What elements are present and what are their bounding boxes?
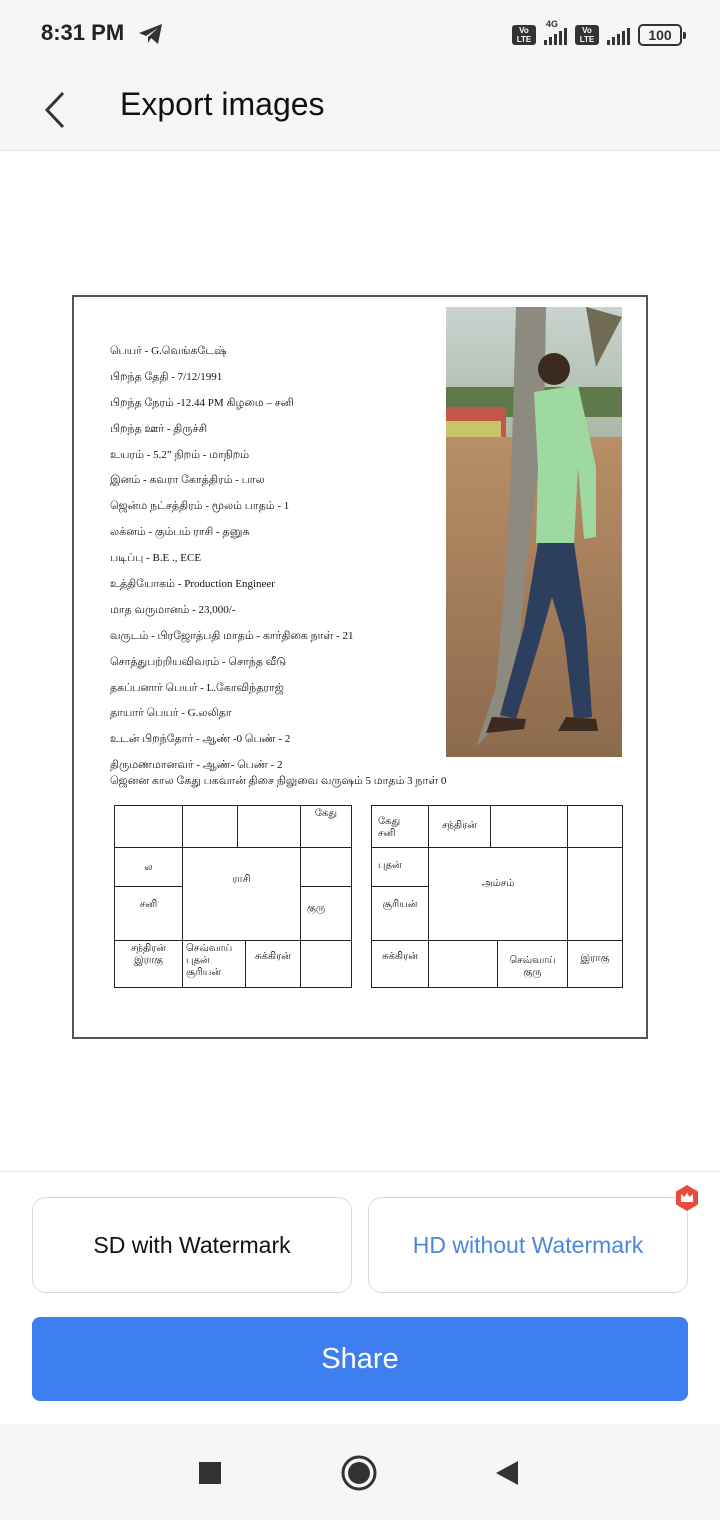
rasi-cell: சுக்கிரன் [245,940,301,988]
rasi-cell [114,805,183,848]
rasi-cell [237,805,301,848]
status-bar [0,0,720,70]
system-nav-bar [0,1424,720,1520]
circle-home-icon [340,1454,378,1492]
status-icons [512,20,682,50]
rasi-cell: கேது [300,805,352,848]
amsam-cell: செவ்வாய் குரு [497,940,568,988]
amsam-center: அம்சம் [428,847,568,941]
home-button[interactable] [334,1448,384,1498]
signal-icon-2 [607,25,630,45]
rasi-cell [300,847,352,887]
square-icon [198,1461,222,1485]
biodata-line: பெயர் - G.வெங்கடேஷ் [110,345,227,357]
biodata-line: உடன் பிறந்தோர் - ஆண் -0 பெண் - 2 [110,733,291,746]
volte-icon-2: Vo LTE [575,25,599,45]
amsam-cell: இராகு [567,940,623,988]
biodata-line: உயரம் - 5.2” நிறம் - மாநிறம் [110,448,250,461]
amsam-cell: சூரியன் [371,886,429,941]
app-header [0,70,720,151]
rasi-cell [182,805,238,848]
rasi-cell: குரு [300,886,352,941]
rasi-cell: சனி [114,886,183,941]
amsam-cell [428,940,498,988]
biodata-line: தாயார் பெயர் - G.லலிதா [110,707,232,720]
page-title: Export images [120,86,325,122]
profile-photo [446,307,622,757]
biodata-line: இனம் - கவரா கோத்திரம் - பால [110,474,265,487]
battery-icon: 100 [638,24,682,46]
rasi-chart [114,805,352,988]
biodata-line: உத்தியோகம் - Production Engineer [110,578,275,591]
biodata-line: திருமணமானவர் - ஆண்- பெண் - 2 [110,759,283,772]
signal-icon [544,19,567,45]
amsam-cell: சந்திரன் [428,805,491,848]
triangle-back-icon [494,1459,520,1487]
amsam-cell [567,805,623,848]
network-type-label: 4G [546,19,559,29]
export-options-panel [0,1171,720,1424]
rasi-cell: ல [114,847,183,887]
back-button[interactable] [30,80,80,140]
rasi-cell [300,940,352,988]
amsam-cell: கேது சனி [371,805,429,848]
document-preview [72,295,648,1039]
biodata-line: பிறந்த நேரம் -12.44 PM கிழமை – சனி [110,396,294,409]
premium-crown-icon [673,1184,701,1212]
recent-apps-button[interactable] [185,1448,235,1498]
amsam-cell: புதன் [371,847,429,887]
share-button[interactable]: Share [32,1317,688,1401]
dasa-line: ஜெனன கால கேது பகவான் திசை நிலுவை வருஷம் 5 மாதம் 3 நாள் 0 [110,775,447,787]
rasi-cell: செவ்வாய் புதன் சூரியன் [182,940,246,988]
biodata-line: தகப்பனார் பெயர் - L.கோவிந்தராஜ் [110,681,284,694]
amsam-cell [490,805,568,848]
amsam-cell: சுக்கிரன் [371,940,429,988]
volte-icon: Vo LTE [512,25,536,45]
sd-with-watermark-button[interactable]: SD with Watermark [32,1197,352,1293]
hd-button-label: HD without Watermark [412,1231,644,1258]
hd-without-watermark-button[interactable] [368,1197,688,1293]
chevron-left-icon [43,90,67,130]
biodata-line: மாத வருமானம் - 23,000/- [110,603,236,616]
preview-area [0,151,720,1171]
status-time: 8:31 PM [41,20,125,45]
rasi-cell: சந்திரன் இராகு [114,940,183,988]
biodata-line: பிறந்த ஊர் - திருச்சி [110,422,208,435]
biodata-line: சொத்துபற்றியவிவரம் - சொந்த வீடு [110,655,287,668]
amsam-cell [567,847,623,941]
biodata-lines [110,339,450,779]
biodata-line: ஜென்ம நட்சத்திரம் - மூலம் பாதம் - 1 [110,500,290,513]
biodata-line: பிறந்த தேதி - 7/12/1991 [110,370,223,383]
biodata-line: வருடம் - பிரஜோத்பதி மாதம் - கார்திகை நாள் - 21 [110,629,354,642]
biodata-line: படிப்பு - B.E ., ECE [110,552,202,565]
rasi-center: ராசி [182,847,301,941]
amsam-chart [371,805,623,988]
back-nav-button[interactable] [482,1448,532,1498]
biodata-line: லக்னம் - கும்பம் ராசி - தனுசு [110,526,250,539]
telegram-icon [138,22,164,46]
